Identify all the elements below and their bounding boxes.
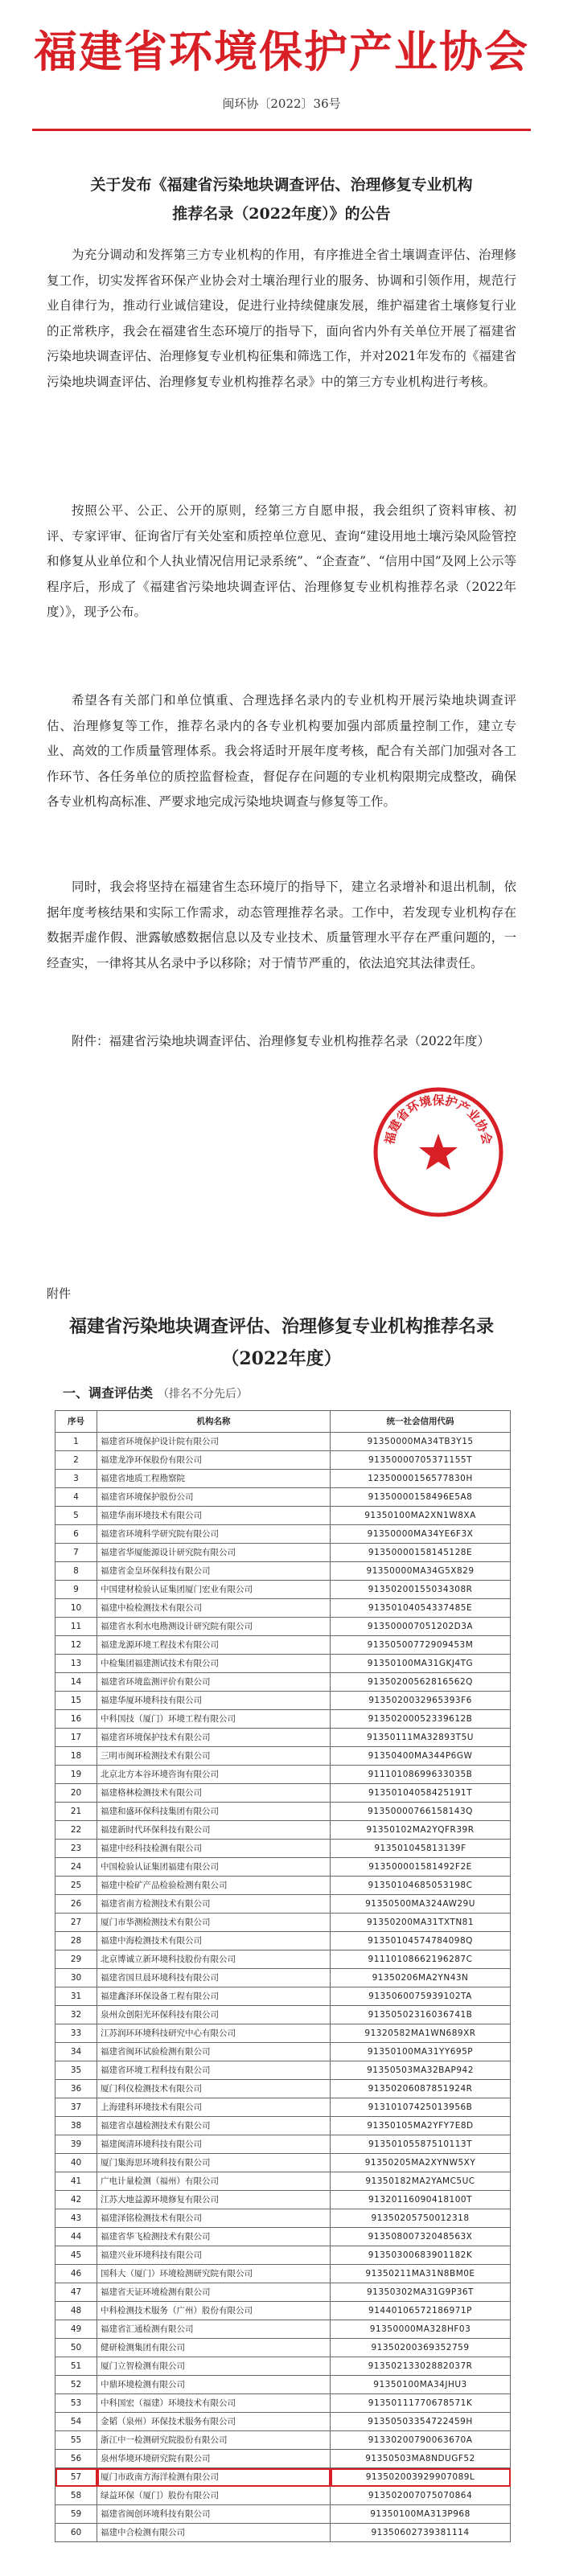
table-row [55, 1821, 511, 1840]
row-institution-name: 福建龙源环境工程技术有限公司 [97, 1636, 331, 1655]
table-row [55, 1451, 511, 1470]
paragraph-1: 为充分调动和发挥第三方专业机构的作用，有序推进全省土壤调查评估、治理修复工作，切实发挥省环保产业协会对土壤治理行业的服务、协调和引领作用，规范行业自律行为，推动行业诚信建设，促进行业持续健康发展，维护福建省土壤修复行业的正常秩序，我会在福建省生态环境厅的指导下，面向省内外有关单位开展了福建省污染地块调查评估、治理修复专业机构征集和筛选工作，并对2021年发布的《福建省污染地块调查评估、治理修复专业机构推荐名录》中的第三方专业机构进行考核。 [47, 248, 516, 389]
row-institution-name: 福建新时代环保科技有限公司 [97, 1821, 331, 1840]
table-row [55, 1803, 511, 1821]
row-credit-code: 91350000MA34G5X829 [331, 1562, 511, 1581]
row-institution-name: 福建省华飞检测技术有限公司 [97, 2228, 331, 2246]
table-row [55, 1729, 511, 1747]
row-seq: 37 [55, 2098, 97, 2117]
row-institution-name: 北京博诚立新环境科技股份有限公司 [97, 1950, 331, 1969]
table-row [55, 2043, 511, 2061]
row-institution-name: 厦门市政南方海洋检测有限公司 [97, 2468, 331, 2487]
column-header-name: 机构名称 [97, 1411, 331, 1433]
table-row [55, 2228, 511, 2246]
row-credit-code: 913500001581492F2E [331, 1858, 511, 1877]
appendix-label: 附件 [47, 1286, 72, 1301]
column-header-seq: 序号 [55, 1411, 97, 1433]
table-row [55, 2006, 511, 2024]
paragraph-4: 同时，我会将坚持在福建省生态环境厅的指导下，建立名录增补和退出机制，依据年度考核结果和实际工作需求，动态管理推荐名录。工作中，若发现专业机构存在数据弄虚作假、泄露敏感数据信息以及专业技术、质量管理水平存在严重问题的，一经查实，一律将其从名录中予以移除；对于情节严重的，依法追究其法律责任。 [47, 880, 516, 970]
row-seq: 13 [55, 1655, 97, 1673]
row-seq: 17 [55, 1729, 97, 1747]
row-credit-code: 12350000156577830H [331, 1470, 511, 1488]
table-row [55, 1692, 511, 1710]
row-seq: 21 [55, 1803, 97, 1821]
row-credit-code: 91350200155034308R [331, 1581, 511, 1599]
row-institution-name: 厦门集海思环境科技有限公司 [97, 2154, 331, 2172]
row-institution-name: 福建省环境工程科技有限公司 [97, 2061, 331, 2080]
table-row [55, 2413, 511, 2431]
row-credit-code: 91350200369352759 [331, 2339, 511, 2357]
row-credit-code: 91350205MA2XYNW5XY [331, 2154, 511, 2172]
table-row [55, 2357, 511, 2376]
row-seq: 44 [55, 2228, 97, 2246]
row-institution-name: 福建中合检测有限公司 [97, 2524, 331, 2542]
table-row [55, 2468, 511, 2487]
table-row [55, 2246, 511, 2265]
row-institution-name: 福建龙净环保股份有限公司 [97, 1451, 331, 1470]
row-credit-code: 91350211MA31N8BM0E [331, 2265, 511, 2283]
appendix-title [0, 1311, 563, 1375]
row-institution-name: 福建省金皇环保科技有限公司 [97, 1562, 331, 1581]
paragraph-2: 按照公平、公正、公开的原则，经第三方自愿申报，我会组织了资料审核、初评、专家评审、征询省厅有关处室和质控单位意见、查询“建设用地土壤污染风险管控和修复从业单位和个人执业情况信用记录系统”、“企查查”、“信用中国”及网上公示等程序后，形成了《福建省污染地块调查评估、治理修复专业机构推荐名录（2022年度）》，现予公布。 [47, 503, 516, 619]
row-credit-code: 91350205750012318 [331, 2209, 511, 2228]
row-institution-name: 福建省天证环境检测有限公司 [97, 2283, 331, 2302]
section-heading [63, 1383, 248, 1401]
row-institution-name: 福建鑫泽环保设备工程有限公司 [97, 1987, 331, 2006]
row-seq: 50 [55, 2339, 97, 2357]
row-seq: 25 [55, 1877, 97, 1895]
row-credit-code: 9135060075939102TA [331, 1987, 511, 2006]
row-credit-code: 913500007051202D3A [331, 1618, 511, 1636]
row-seq: 24 [55, 1858, 97, 1877]
row-credit-code: 91350500MA324AW29U [331, 1895, 511, 1914]
table-row [55, 1747, 511, 1766]
row-institution-name: 福建省环境保护设计院有限公司 [97, 1433, 331, 1451]
row-seq: 31 [55, 1987, 97, 2006]
row-credit-code: 91350182MA2YAMC5UC [331, 2172, 511, 2191]
table-row [55, 2339, 511, 2357]
row-seq: 51 [55, 2357, 97, 2376]
row-credit-code: 91350206MA2YN43N [331, 1969, 511, 1987]
row-credit-code: 91350000705371155T [331, 1451, 511, 1470]
row-seq: 1 [55, 1433, 97, 1451]
row-seq: 60 [55, 2524, 97, 2542]
registry-table [55, 1410, 511, 2542]
row-credit-code: 91350200052339612B [331, 1710, 511, 1729]
row-credit-code: 91350302MA31G9P36T [331, 2283, 511, 2302]
row-credit-code: 91350300683901182K [331, 2246, 511, 2265]
row-seq: 34 [55, 2043, 97, 2061]
attachment-note: 附件：福建省污染地块调查评估、治理修复专业机构推荐名录（2022年度） [72, 1034, 490, 1048]
row-institution-name: 福建省地质工程勘察院 [97, 1470, 331, 1488]
row-seq: 40 [55, 2154, 97, 2172]
column-header-code: 统一社会信用代码 [331, 1411, 511, 1433]
row-seq: 11 [55, 1618, 97, 1636]
row-institution-name: 三明市闽环检测技术有限公司 [97, 1747, 331, 1766]
table-row [55, 2394, 511, 2413]
row-credit-code: 913502003929907089L [331, 2468, 511, 2487]
row-credit-code: 91350000MA34YE6F3X [331, 1525, 511, 1544]
row-seq: 46 [55, 2265, 97, 2283]
table-row [55, 1950, 511, 1969]
row-seq: 15 [55, 1692, 97, 1710]
row-seq: 43 [55, 2209, 97, 2228]
red-divider-line [32, 129, 531, 131]
row-credit-code: 91350200MA31TXTN81 [331, 1914, 511, 1932]
row-credit-code: 91440106572186971P [331, 2302, 511, 2320]
row-seq: 30 [55, 1969, 97, 1987]
row-credit-code: 913502007075070864 [331, 2487, 511, 2505]
table-row [55, 2154, 511, 2172]
appendix-title-line-2: （2022年度） [221, 1348, 342, 1369]
table-row [55, 1507, 511, 1525]
table-row [55, 1581, 511, 1599]
row-seq: 29 [55, 1950, 97, 1969]
table-row [55, 2283, 511, 2302]
seal-text: 福建省环境保护产业协会 [382, 1093, 495, 1146]
row-seq: 55 [55, 2431, 97, 2450]
row-credit-code: 91350000158496E5A8 [331, 1488, 511, 1507]
row-institution-name: 中鼎环境检测有限公司 [97, 2376, 331, 2394]
row-seq: 27 [55, 1914, 97, 1932]
table-row [55, 2080, 511, 2098]
row-credit-code: 91110108699633035B [331, 1766, 511, 1784]
paragraph-3: 希望各有关部门和单位慎重、合理选择名录内的专业机构开展污染地块调查评估、治理修复等工作，推荐名录内的各专业机构要加强内部质量控制工作，建立专业、高效的工作质量管理体系。我会将适时开展年度考核，配合有关部门加强对各工作环节、各任务单位的质控监督检查，督促存在问题的专业机构限期完成整改，确保各专业机构高标准、严要求地完成污染地块调查与修复等工作。 [47, 693, 516, 809]
row-institution-name: 福建华南环境技术有限公司 [97, 1507, 331, 1525]
row-credit-code: 91350800732048563X [331, 2228, 511, 2246]
row-seq: 23 [55, 1840, 97, 1858]
row-credit-code: 91110108662196287C [331, 1950, 511, 1969]
row-credit-code: 913501045813139F [331, 1840, 511, 1858]
row-institution-name: 福建省环境保护股份公司 [97, 1488, 331, 1507]
row-seq: 45 [55, 2246, 97, 2265]
row-seq: 35 [55, 2061, 97, 2080]
row-seq: 9 [55, 1581, 97, 1599]
row-institution-name: 福建省南方检测技术有限公司 [97, 1895, 331, 1914]
org-title: 福建省环境保护产业协会 [34, 26, 529, 77]
row-credit-code: 9135020032965393F6 [331, 1692, 511, 1710]
row-seq: 49 [55, 2320, 97, 2339]
row-institution-name: 健研检测集团有限公司 [97, 2339, 331, 2357]
row-institution-name: 福建省环境科学研究院有限公司 [97, 1525, 331, 1544]
row-credit-code: 91350000158145128E [331, 1544, 511, 1562]
document-number: 闽环协〔2022〕36号 [222, 96, 341, 111]
table-row [55, 2450, 511, 2468]
row-seq: 3 [55, 1470, 97, 1488]
row-institution-name: 上海建科环境技术有限公司 [97, 2098, 331, 2117]
row-institution-name: 福建华厦环境科技有限公司 [97, 1692, 331, 1710]
row-credit-code: 91350104574784098Q [331, 1932, 511, 1950]
row-seq: 22 [55, 1821, 97, 1840]
row-institution-name: 福建和盛环保科技集团有限公司 [97, 1803, 331, 1821]
row-seq: 4 [55, 1488, 97, 1507]
table-row [55, 1525, 511, 1544]
row-credit-code: 91350104054337485E [331, 1599, 511, 1618]
row-institution-name: 中科国宏（福建）环境技术有限公司 [97, 2394, 331, 2413]
row-seq: 53 [55, 2394, 97, 2413]
row-institution-name: 福建省华厦能源设计研究院有限公司 [97, 1544, 331, 1562]
row-credit-code: 91350105587510113T [331, 2135, 511, 2154]
notice-title-line-2: 推荐名录（2022年度）》的公告 [172, 205, 391, 223]
row-seq: 57 [55, 2468, 97, 2487]
table-row [55, 2302, 511, 2320]
row-seq: 48 [55, 2302, 97, 2320]
row-credit-code: 91350100MA2XN1W8XA [331, 1507, 511, 1525]
row-seq: 5 [55, 1507, 97, 1525]
row-credit-code: 91350111770678571K [331, 2394, 511, 2413]
table-row [55, 1858, 511, 1877]
table-row [55, 2024, 511, 2043]
table-row [55, 1673, 511, 1692]
row-credit-code: 91350503MA8NDUGF52 [331, 2450, 511, 2468]
row-seq: 10 [55, 1599, 97, 1618]
row-credit-code: 91350503MA32BAP942 [331, 2061, 511, 2080]
row-institution-name: 福建省汇通检测有限公司 [97, 2320, 331, 2339]
table-row [55, 2098, 511, 2117]
row-institution-name: 福建省闽创环境科技有限公司 [97, 2505, 331, 2524]
section-note: （排名不分先后） [158, 1388, 249, 1401]
row-seq: 47 [55, 2283, 97, 2302]
row-seq: 52 [55, 2376, 97, 2394]
row-credit-code: 91350104058425191T [331, 1784, 511, 1803]
row-credit-code: 91350000MA34TB3Y15 [331, 1433, 511, 1451]
table-row [55, 2320, 511, 2339]
row-seq: 7 [55, 1544, 97, 1562]
row-institution-name: 中国检验认证集团福建有限公司 [97, 1858, 331, 1877]
table-row [55, 2172, 511, 2191]
row-seq: 59 [55, 2505, 97, 2524]
table-row [55, 1599, 511, 1618]
table-row [55, 2524, 511, 2542]
row-institution-name: 厦门科仪检测技术有限公司 [97, 2080, 331, 2098]
row-credit-code: 91330200790063670A [331, 2431, 511, 2450]
row-institution-name: 绿益环保（厦门）股份有限公司 [97, 2487, 331, 2505]
row-credit-code: 91350400MA344P6GW [331, 1747, 511, 1766]
table-row [55, 1784, 511, 1803]
row-credit-code: 91320116090418100T [331, 2191, 511, 2209]
row-credit-code: 91350000MA328HF03 [331, 2320, 511, 2339]
row-seq: 16 [55, 1710, 97, 1729]
row-institution-name: 金韬（泉州）环保技术服务有限公司 [97, 2413, 331, 2431]
row-institution-name: 浙江中一检测研究院股份有限公司 [97, 2431, 331, 2450]
row-credit-code: 91350111MA32893T5U [331, 1729, 511, 1747]
row-credit-code: 91350602739381114 [331, 2524, 511, 2542]
row-institution-name: 中检集团福建测试技术有限公司 [97, 1655, 331, 1673]
table-row [55, 2135, 511, 2154]
row-credit-code: 91350503354722459H [331, 2413, 511, 2431]
row-seq: 18 [55, 1747, 97, 1766]
row-seq: 12 [55, 1636, 97, 1655]
row-seq: 58 [55, 2487, 97, 2505]
row-institution-name: 江苏润环环境科技研究中心有限公司 [97, 2024, 331, 2043]
row-seq: 41 [55, 2172, 97, 2191]
row-credit-code: 91350100MA34JHU3 [331, 2376, 511, 2394]
table-row [55, 1710, 511, 1729]
row-credit-code: 91350000766158143Q [331, 1803, 511, 1821]
row-seq: 33 [55, 2024, 97, 2043]
table-row [55, 1470, 511, 1488]
row-institution-name: 江苏大地益源环境修复有限公司 [97, 2191, 331, 2209]
row-seq: 6 [55, 1525, 97, 1544]
table-row [55, 1932, 511, 1950]
row-seq: 8 [55, 1562, 97, 1581]
row-credit-code: 91350213302882037R [331, 2357, 511, 2376]
row-institution-name: 泉州众创阳光环保科技有限公司 [97, 2006, 331, 2024]
table-row [55, 2209, 511, 2228]
row-institution-name: 福建格林检测技术有限公司 [97, 1784, 331, 1803]
table-row [55, 1618, 511, 1636]
row-seq: 54 [55, 2413, 97, 2431]
table-row [55, 1544, 511, 1562]
table-row [55, 2061, 511, 2080]
row-institution-name: 厦门市华测检测技术有限公司 [97, 1914, 331, 1932]
notice-title-line-1: 关于发布《福建省污染地块调查评估、治理修复专业机构 [90, 176, 473, 194]
row-institution-name: 福建兴业环境科技有限公司 [97, 2246, 331, 2265]
table-row [55, 1562, 511, 1581]
row-institution-name: 福建中海检测技术有限公司 [97, 1932, 331, 1950]
row-credit-code: 91350100MA31GKJ4TG [331, 1655, 511, 1673]
row-institution-name: 福建省环境保护技术有限公司 [97, 1729, 331, 1747]
table-row [55, 2117, 511, 2135]
row-seq: 20 [55, 1784, 97, 1803]
table-row [55, 2431, 511, 2450]
row-credit-code: 91350206087851924R [331, 2080, 511, 2098]
row-seq: 56 [55, 2450, 97, 2468]
official-seal-icon [370, 1084, 507, 1220]
row-seq: 19 [55, 1766, 97, 1784]
row-institution-name: 福建省环境监测评价有限公司 [97, 1673, 331, 1692]
table-row [55, 2487, 511, 2505]
row-institution-name: 福建省国旦晨环境科技有限公司 [97, 1969, 331, 1987]
row-seq: 26 [55, 1895, 97, 1914]
row-institution-name: 福建中检矿产品检验检测有限公司 [97, 1877, 331, 1895]
table-header-row [55, 1411, 511, 1433]
row-institution-name: 中科国技（厦门）环境工程有限公司 [97, 1710, 331, 1729]
row-institution-name: 中科检测技术服务（广州）股份有限公司 [97, 2302, 331, 2320]
row-credit-code: 91350105MA2YFY7E8D [331, 2117, 511, 2135]
row-institution-name: 国科大（厦门）环境检测研究院有限公司 [97, 2265, 331, 2283]
row-institution-name: 福建省闽环试验检测有限公司 [97, 2043, 331, 2061]
notice-title [48, 170, 515, 228]
table-row [55, 1655, 511, 1673]
row-institution-name: 福建中检检测技术有限公司 [97, 1599, 331, 1618]
table-row [55, 1969, 511, 1987]
table-row [55, 1895, 511, 1914]
table-row [55, 1987, 511, 2006]
appendix-title-line-1: 福建省污染地块调查评估、治理修复专业机构推荐名录 [68, 1316, 494, 1337]
row-credit-code: 91350100MA31YY695P [331, 2043, 511, 2061]
row-institution-name: 厦门立智检测有限公司 [97, 2357, 331, 2376]
row-credit-code: 91350502316036741B [331, 2006, 511, 2024]
row-seq: 32 [55, 2006, 97, 2024]
row-credit-code: 91350200562816562Q [331, 1673, 511, 1692]
row-seq: 39 [55, 2135, 97, 2154]
row-seq: 2 [55, 1451, 97, 1470]
row-seq: 28 [55, 1932, 97, 1950]
row-credit-code: 91350102MA2YQFR39R [331, 1821, 511, 1840]
table-row [55, 1766, 511, 1784]
row-institution-name: 北京北方本谷环境咨询有限公司 [97, 1766, 331, 1784]
table-row [55, 1840, 511, 1858]
row-institution-name: 泉州华境环境研究院有限公司 [97, 2450, 331, 2468]
row-institution-name: 福建中经科技检测有限公司 [97, 1840, 331, 1858]
table-row [55, 2376, 511, 2394]
row-credit-code: 91350104685053198C [331, 1877, 511, 1895]
row-institution-name: 广电计量检测（福州）有限公司 [97, 2172, 331, 2191]
table-row [55, 2505, 511, 2524]
row-credit-code: 91350500772909453M [331, 1636, 511, 1655]
table-row [55, 1877, 511, 1895]
row-institution-name: 福建省水利水电勘测设计研究院有限公司 [97, 1618, 331, 1636]
row-seq: 38 [55, 2117, 97, 2135]
row-seq: 42 [55, 2191, 97, 2209]
row-credit-code: 91350100MA313P968 [331, 2505, 511, 2524]
row-institution-name: 福建省卓越检测技术有限公司 [97, 2117, 331, 2135]
table-row [55, 2191, 511, 2209]
table-row [55, 1488, 511, 1507]
row-credit-code: 91310107425013956B [331, 2098, 511, 2117]
table-row [55, 1914, 511, 1932]
row-institution-name: 福建闽清环境科技有限公司 [97, 2135, 331, 2154]
row-seq: 36 [55, 2080, 97, 2098]
table-row [55, 1636, 511, 1655]
row-seq: 14 [55, 1673, 97, 1692]
section-heading-text: 一、调查评估类 [63, 1385, 154, 1401]
row-institution-name: 福建泽铭检测技术有限公司 [97, 2209, 331, 2228]
table-row [55, 1433, 511, 1451]
row-institution-name: 中国建材检验认证集团厦门宏业有限公司 [97, 1581, 331, 1599]
row-credit-code: 91320582MA1WN689XR [331, 2024, 511, 2043]
table-row [55, 2265, 511, 2283]
